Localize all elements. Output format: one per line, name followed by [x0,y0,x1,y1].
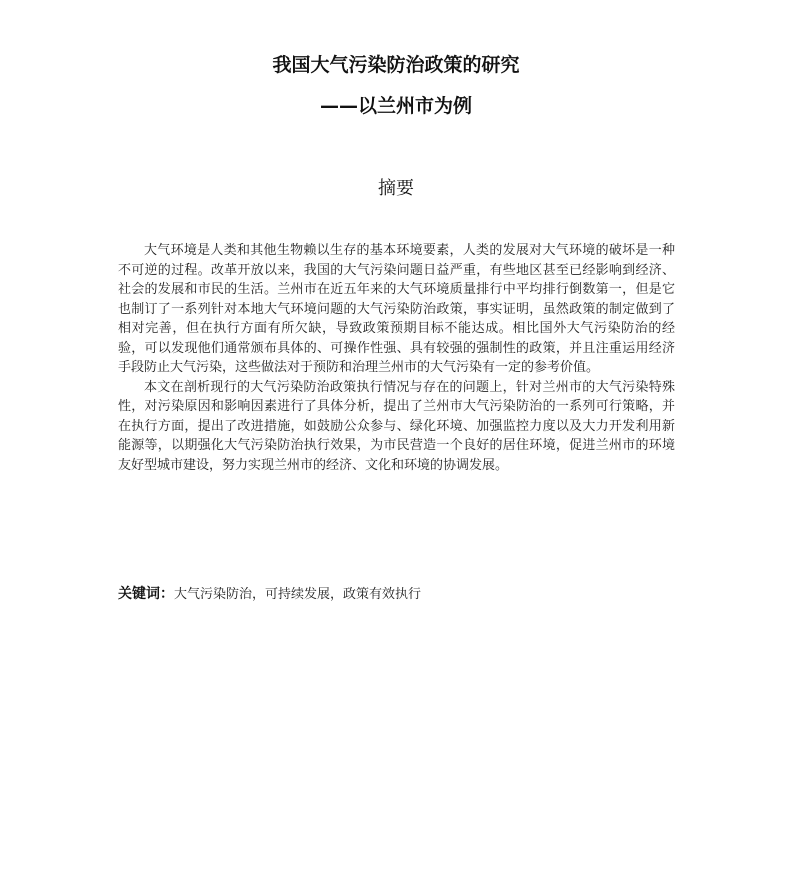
abstract-paragraph: 大气环境是人类和其他生物赖以生存的基本环境要素，人类的发展对大气环境的破坏是一种不可逆的过程。改革开放以来，我国的大气污染问题日益严重，有些地区甚至已经影响到经济、社会的发展和市民的生活。兰州市在近五年来的大气环境质量排行中平均排行倒数第一，但是它也制订了一系列针对本地大气环境问题的大气污染防治政策，事实证明，虽然政策的制定做到了相对完善，但在执行方面有所欠缺，导致政策预期目标不能达成。相比国外大气污染防治的经验，可以发现他们通常颁布具体的、可操作性强、具有较强的强制性的政策，并且注重运用经济手段防止大气污染，这些做法对于预防和治理兰州市的大气污染有一定的参考价值。 [118,243,675,375]
document-title: 我国大气污染防治政策的研究 [272,54,520,76]
keywords-label: 关键词： [118,586,174,602]
abstract-body [118,241,675,475]
keywords-line [118,584,675,605]
keywords-text: 大气污染防治，可持续发展，政策有效执行 [174,587,422,602]
document-subtitle: ——以兰州市为例 [319,95,472,117]
abstract-heading: 摘要 [378,178,414,199]
abstract-paragraph: 本文在剖析现行的大气污染防治政策执行情况与存在的问题上，针对兰州市的大气污染特殊性，对污染原因和影响因素进行了具体分析，提出了兰州市大气污染防治的一系列可行策略，并在执行方面，提出了改进措施，如鼓励公众参与、绿化环境、加强监控力度以及大力开发利用新能源等，以期强化大气污染防治执行效果，为市民营造一个良好的居住环境，促进兰州市的环境友好型城市建设，努力实现兰州市的经济、文化和环境的协调发展。 [118,379,675,473]
